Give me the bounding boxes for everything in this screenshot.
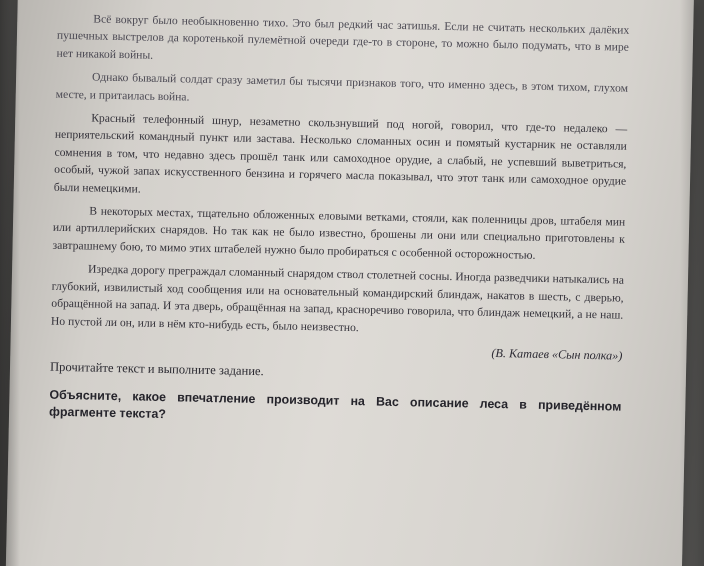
paragraph-2: Однако бывалый солдат сразу заметил бы тысячи признаков того, что именно здесь, в этом тихом, глухом месте, и притаилась война. <box>55 70 629 104</box>
text-body <box>49 10 629 434</box>
paragraph-3: Красный телефонный шнур, незаметно скользнувший под ногой, говорил, что где-то недалеко — неприятельский командный пункт или застава. Несколько сломанных осин и помятый кустарник не оставляли сомнения в том, что недавно здесь прошёл танк или самоходное орудие, а слабый, не успевший выветриться, особый, чужой запах искусственного бензина и горячего масла показывал, что этот танк или самоходное орудие были немецкими. <box>53 111 628 196</box>
source-attribution: (В. Катаев «Сын полка») <box>491 345 623 363</box>
paragraph-5: Изредка дорогу преграждал сломанный снарядом ствол столетней сосны. Иногда разведчики натыкались на глубокий, извилистый ход сообщения или на основательный командирский блиндаж, накатов в шесть, с дверью, обращённой на запад. И эта дверь, обращённая на запад, красноречиво говорила, что блиндаж немецкий, а не наш. Но пустой ли он, или в нём кто-нибудь есть, было неизвестно. <box>50 262 625 334</box>
paragraph-1: Всё вокруг было необыкновенно тихо. Это был редкий час затишья. Если не считать нескольких далёких пушечных выстрелов да коротенькой пулемётной очереди где-то в стороне, то можно было подумать, что в мире нет никакой войны. <box>56 12 630 62</box>
paper-sheet <box>6 0 694 566</box>
paragraph-4: В некоторых местах, тщательно обложенных еловыми ветками, стояли, как поленницы дров, штабеля мин или артиллерийских снарядов. Но так как не было известно, брошены ли они или специально приготовлены к завтрашнему бою, то мимо этих штабелей нужно было пробираться с особенной осторожностью. <box>52 204 626 262</box>
task-question: Объясните, какое впечатление производит на Вас описание леса в приведённом фрагменте текста? <box>48 387 622 422</box>
task-instruction: Прочитайте текст и выполните задание. <box>49 359 264 379</box>
